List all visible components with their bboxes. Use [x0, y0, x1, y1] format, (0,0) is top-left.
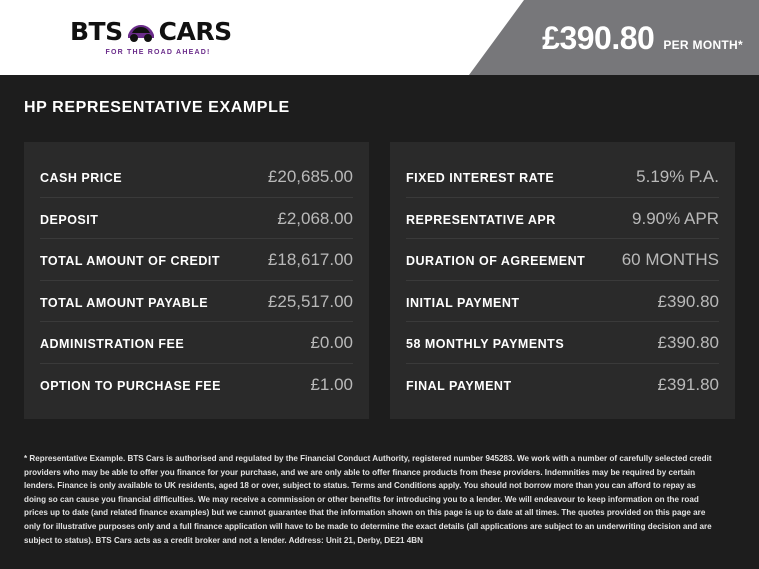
row-label: FIXED INTEREST RATE: [406, 171, 555, 185]
finance-panel-right: [390, 142, 735, 419]
row-label: ADMINISTRATION FEE: [40, 337, 185, 351]
logo-tagline: FOR THE ROAD AHEAD!: [105, 49, 211, 56]
table-row: [406, 239, 719, 281]
table-row: [406, 322, 719, 364]
finance-panel-left: [24, 142, 369, 419]
row-label: CASH PRICE: [40, 171, 123, 185]
row-label: DURATION OF AGREEMENT: [406, 254, 586, 268]
row-label: OPTION TO PURCHASE FEE: [40, 378, 221, 393]
car-silhouette-icon: [126, 18, 156, 44]
table-row: [40, 198, 353, 240]
row-value: £1.00: [310, 374, 353, 394]
disclaimer-text: * Representative Example. BTS Cars is authorised and regulated by the Financial Conduct Authority, registered number 945283. We work with a number of carefully selected credit providers who may be able to offer you finance for your purchase, and we are only able to offer finance products from these providers. Indemnities may be required by certain lenders. Finance is only available to UK residents, aged 18 or over, subject to status. Terms and Conditions apply. You should not borrow more than you can afford to repay as doing so can cause you financial difficulties. We may receive a commission or other benefits for introducing you to a lender. We will endeavour to keep information on the road prices up to date (and related finance examples) but we cannot guarantee that the information shown on this page is up to date at all times. The quotes provided on this page are only for illustrative purposes only and a full finance application will have to be made to determine the exact details (all applications are subject to an underwriting decision and are subject to status). BTS Cars acts as a credit broker and not a lender. Address: Unit 21, Derby, DE21 4BN: [24, 454, 712, 545]
table-row: [406, 156, 719, 198]
row-value: 5.19% P.A.: [636, 167, 719, 186]
monthly-price: [542, 20, 743, 57]
row-value: £18,617.00: [267, 250, 353, 269]
table-row: [40, 281, 353, 323]
table-row: [40, 156, 353, 198]
row-value: 9.90% APR: [632, 208, 719, 228]
row-value: £391.80: [657, 374, 719, 394]
table-row: [40, 322, 353, 364]
row-value: £390.80: [657, 291, 719, 311]
row-value: £2,068.00: [277, 208, 353, 228]
row-value: 60 MONTHS: [621, 250, 719, 269]
row-value: £390.80: [657, 333, 719, 352]
row-value: £20,685.00: [267, 167, 353, 186]
logo-text-cars: CARS: [158, 16, 232, 46]
finance-details-panels: [24, 142, 736, 419]
row-label: TOTAL AMOUNT PAYABLE: [40, 295, 209, 310]
row-value: £0.00: [310, 333, 353, 352]
row-label: 58 MONTHLY PAYMENTS: [406, 337, 565, 351]
table-row: [406, 364, 719, 406]
logo-wordmark-row: [70, 16, 260, 46]
row-value: £25,517.00: [267, 291, 353, 311]
row-label: TOTAL AMOUNT OF CREDIT: [40, 254, 220, 268]
table-row: [40, 239, 353, 281]
row-label: INITIAL PAYMENT: [406, 295, 520, 310]
brand-logo[interactable]: [70, 16, 260, 60]
table-row: [40, 364, 353, 406]
row-label: REPRESENTATIVE APR: [406, 212, 556, 227]
price-period: PER MONTH*: [663, 38, 743, 52]
logo-text-bts: BTS: [70, 16, 123, 46]
page-title: HP REPRESENTATIVE EXAMPLE: [24, 99, 290, 116]
table-row: [406, 198, 719, 240]
table-row: [406, 281, 719, 323]
price-amount: £390.80: [542, 20, 655, 56]
row-label: FINAL PAYMENT: [406, 378, 512, 393]
page-header: [0, 0, 759, 75]
row-label: DEPOSIT: [40, 212, 99, 227]
